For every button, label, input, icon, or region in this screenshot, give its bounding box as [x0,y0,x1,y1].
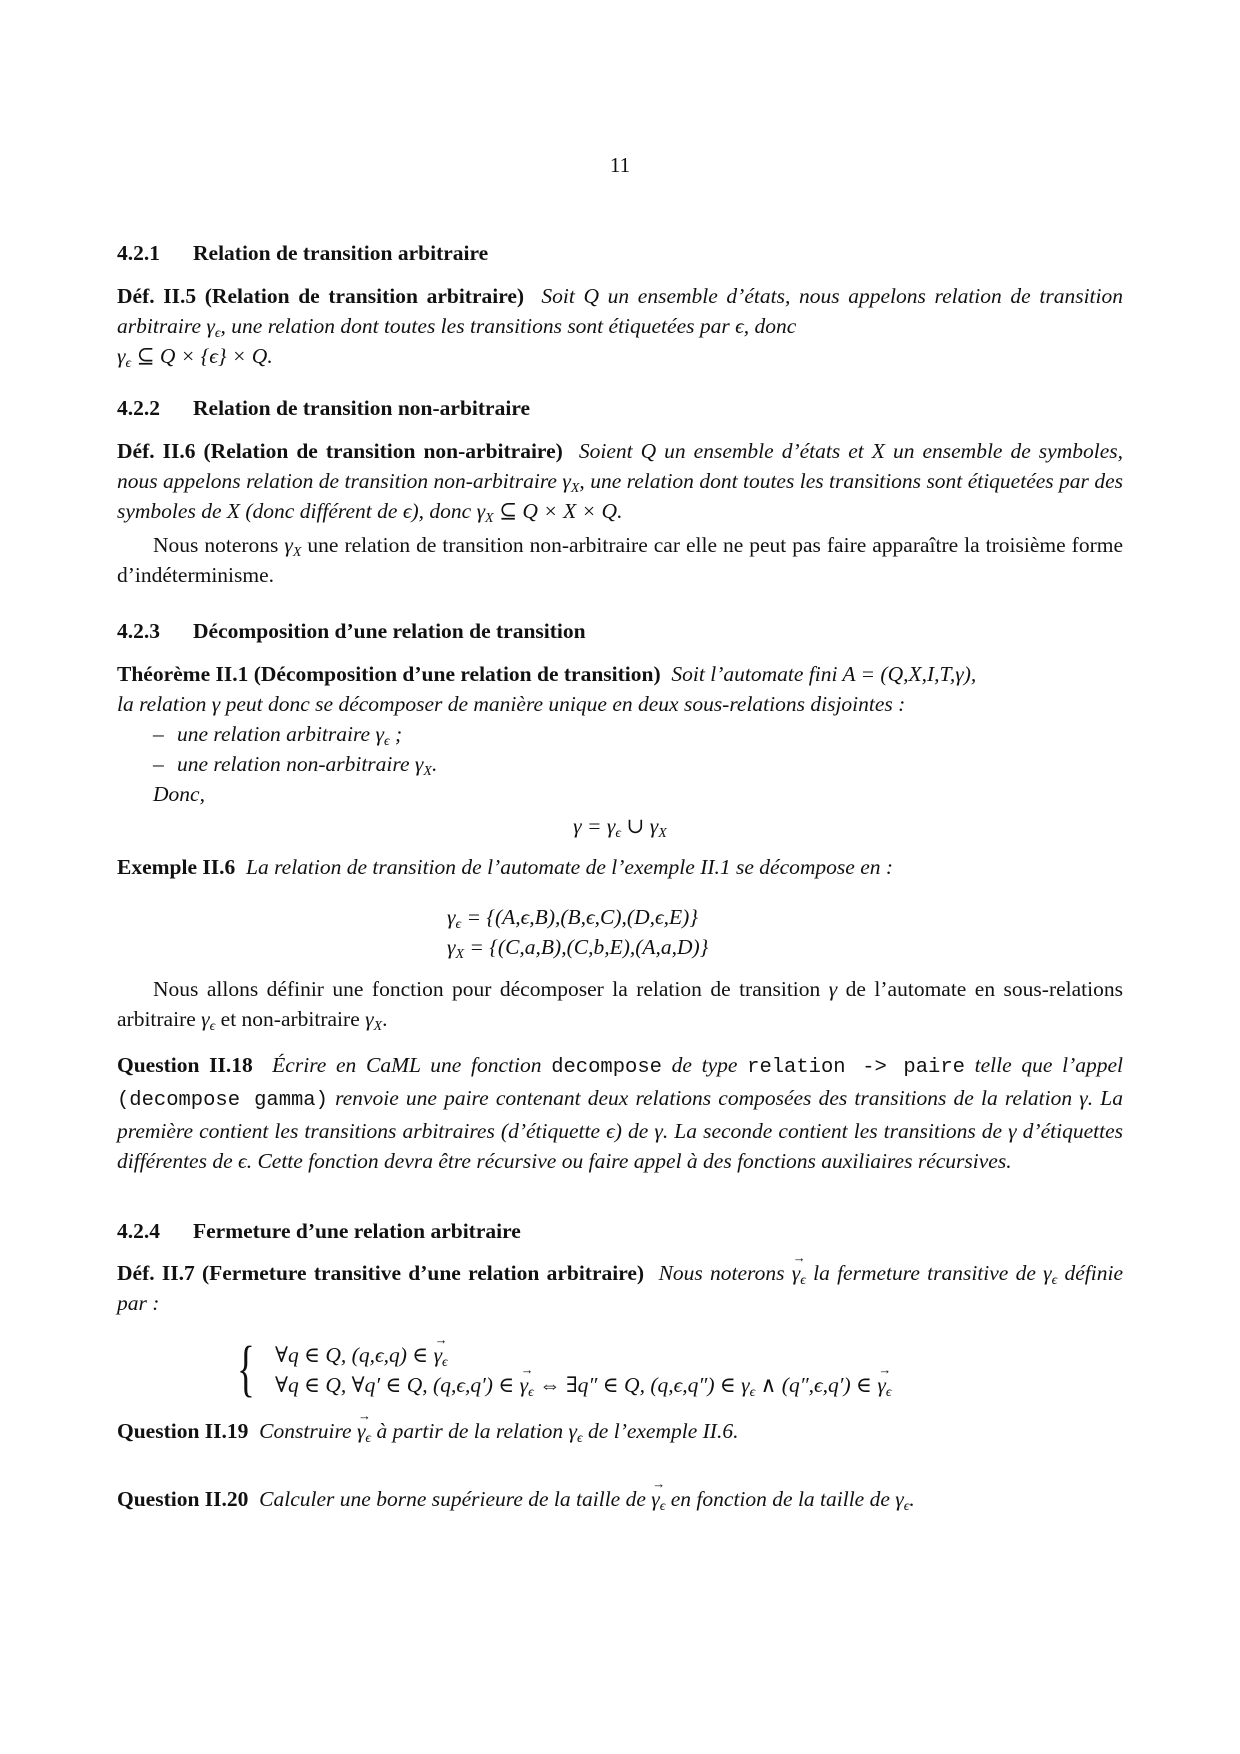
question-label: Question II.20 [117,1487,249,1511]
definition-label: Déf. II.7 (Fermeture transitive d’une relation arbitraire) [117,1261,645,1285]
definition-II-5 [117,281,1123,371]
definition-II-6: Déf. II.6 (Relation de transition non-arbitraire) Soient Q un ensemble d’états et X un ensemble de symboles, nous appelons relation de transition non-arbitraire $\gamma_X$, une relation dont toutes les transitions sont étiquetées par des symboles de X (donc différent de ϵ), donc $\gamma_X$ ⊆ Q × X × Q. [117,439,1123,526]
math-gamma-eps: $\gamma_\epsilon$ [206,314,221,341]
closure-system [237,1335,1123,1403]
section-4-2-4-heading [117,1216,1123,1246]
math-formula: $\gamma_\epsilon$ ⊆ Q × {ϵ} × Q. [117,344,273,371]
equation-gamma-eps: $\gamma_\epsilon = \{(A,\epsilon,B),(B,\epsilon,C),(D,\epsilon,E)\}$ [447,905,698,932]
section-4-2-2-heading [117,393,1123,423]
def-text: un ensemble d’états, nous appelons relation de transition arbitraire [117,284,1123,338]
question-II-19: Question II.19 Construire → $\gamma_\epsilon$ à partir de la relation $\gamma_\epsilon$ de l’exemple II.6. [117,1416,1123,1446]
list-item: – une relation arbitraire $\gamma_\epsilon$ ; [153,719,1123,749]
paragraph-decompose: Nous allons définir une fonction pour décomposer la relation de transition γ de l’automate en sous-relations arbitraire $\gamma_\epsilon$ et non-arbitraire $\gamma_X$. [117,977,1123,1034]
theorem-II-1: Théorème II.1 (Décomposition d’une relation de transition) Soit l’automate fini A = (Q,X,I,T,γ), la relation γ peut donc se décomposer de manière unique en deux sous-relations disjointes : – une relation arbitraire $\gamma_\epsilon$ ; – une relation non-arbitraire $\gamma_X$. Donc, $\gamma = \gamma_\epsilon$ ∪ $\gamma_X$ [117,659,1123,841]
code-decompose: decompose [551,1056,662,1079]
theorem-list [153,719,1123,779]
section-title: Fermeture d’une relation arbitraire [193,1219,521,1243]
decomposition-equation: $\gamma = \gamma_\epsilon$ ∪ $\gamma_X$ [573,814,667,841]
code-type: relation -> paire [747,1056,965,1079]
section-number: 4.2.1 [117,241,160,265]
section-4-2-3-heading [117,616,1123,646]
code-call: (decompose gamma) [117,1089,328,1112]
brace: { [237,1335,255,1403]
page-number: 11 [609,153,631,177]
question-II-20: Question II.20 Calculer une borne supérieure de la taille de → $\gamma_\epsilon$ en fonction de la taille de $\gamma_\epsilon$. [117,1484,1123,1514]
math-eps: ϵ [735,314,744,338]
example-equations [117,902,1123,962]
theorem-label: Théorème II.1 (Décomposition d’une relation de transition) [117,662,661,686]
section-number: 4.2.2 [117,396,160,420]
question-label: Question II.18 [117,1053,253,1077]
example-text: La relation de transition de l’automate de l’exemple II.1 se décompose en : [246,855,894,879]
closure-rule-2: ∀q ∈ Q, ∀q′ ∈ Q, (q,ϵ,q′) ∈ → $\gamma_\epsilon$ ⇔ ∃q″ ∈ Q, (q,ϵ,q″) ∈ $\gamma_\epsilon$ ∧ (q″,ϵ,q′) ∈ → $\gamma_\epsilon$ [275,1370,1123,1400]
section-title: Relation de transition non-arbitraire [193,396,531,420]
section-number: 4.2.3 [117,619,160,643]
question-label: Question II.19 [117,1419,249,1443]
list-item: – une relation non-arbitraire $\gamma_X$. [153,749,1123,779]
theorem-donc: Donc, [153,782,205,806]
def-text: Soit [541,284,584,308]
section-title: Relation de transition arbitraire [193,241,489,265]
closure-rule-1: ∀q ∈ Q, (q,ϵ,q) ∈ → $\gamma_\epsilon$ [275,1340,1123,1370]
def-text: , une relation dont toutes les transitions sont étiquetées par [220,314,736,338]
def-text: , donc [743,314,797,338]
equation-gamma-X: $\gamma_X = \{(C,a,B),(C,b,E),(A,a,D)\}$ [447,935,709,962]
definition-II-7: Déf. II.7 (Fermeture transitive d’une relation arbitraire) Nous noterons → $\gamma_\epsilon$ la fermeture transitive de $\gamma_\epsilon$ définie par : { ∀q ∈ Q, (q,ϵ,q) ∈ → $\gamma_\epsilon$ ∀q ∈ Q, ∀q′ ∈ Q, (q,ϵ,q′) ∈ → $\gamma_\epsilon$ ⇔ ∃q″ ∈ Q, (q,ϵ,q″) ∈ $\gamma_\epsilon$ ∧ (q″,ϵ,q′) ∈ → $\gamma_\epsilon$ [117,1258,1123,1400]
paragraph-noterons: Nous noterons $\gamma_X$ une relation de transition non-arbitraire car elle ne peut pas faire apparaître la troisième forme d’indéterminisme. [117,533,1123,587]
section-title: Décomposition d’une relation de transition [193,619,586,643]
example-label: Exemple II.6 [117,855,236,879]
section-4-2-1-heading [117,238,1123,268]
question-II-18: Question II.18 Écrire en CaML une fonction decompose de type relation -> paire telle que l’appel (decompose gamma) renvoie une paire contenant deux relations composées des transitions de la relation γ. La première contient les transitions arbitraires (d’étiquette ϵ) de γ. La seconde contient les transitions de γ d’étiquettes différentes de ϵ. Cette fonction devra être récursive ou faire appel à des fonctions auxiliaires récursives. [117,1053,1124,1173]
section-number: 4.2.4 [117,1219,160,1243]
definition-label: Déf. II.5 (Relation de transition arbitraire) [117,284,525,308]
math-Q: Q [583,284,599,308]
definition-label: Déf. II.6 (Relation de transition non-arbitraire) [117,439,563,463]
example-II-6 [117,852,1123,962]
